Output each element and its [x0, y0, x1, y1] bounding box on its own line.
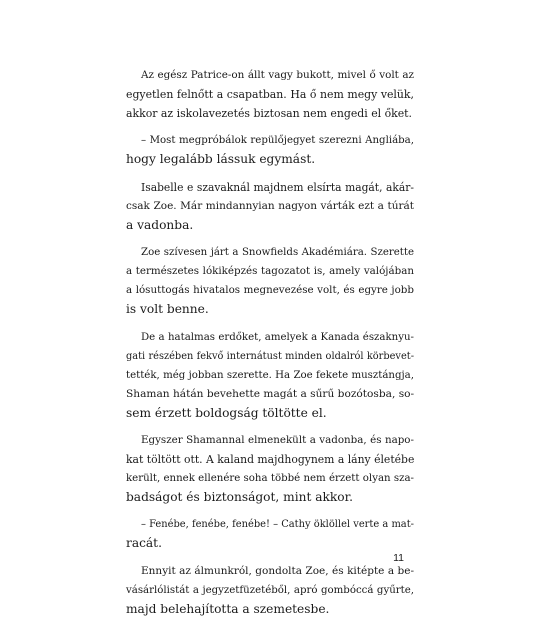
- text-line: a lósuttogás hivatalos megnevezése volt, és egyre jobb: [126, 284, 414, 297]
- page-number: 11: [393, 552, 404, 564]
- text-line: gati részében fekvő internátust minden oldalról körbevet-: [126, 350, 414, 362]
- paragraph: [126, 515, 414, 553]
- text-line: Shaman hátán bevehette magát a sűrű bozótosba, so-: [126, 387, 415, 400]
- text-line: – Fenébe, fenébe, fenébe! – Cathy öklöllel verte a mat-: [141, 519, 414, 531]
- text-line: Isabelle e szavaknál majdnem elsírta magát, akár-: [141, 180, 414, 194]
- text-line: egyetlen felnőtt a csapatban. Ha ő nem megy velük,: [126, 88, 414, 101]
- text-line: tették, még jobban szerette. Ha Zoe fekete musztángja,: [126, 369, 414, 381]
- text-line: csak Zoe. Már mindannyian nagyon várták ezt a túrát: [126, 199, 414, 212]
- paragraph: [126, 243, 414, 319]
- text-line: a vadonba.: [126, 217, 194, 232]
- body-text: [126, 66, 414, 627]
- text-line: Egyszer Shamannal elmenekült a vadonba, és napo-: [141, 433, 414, 446]
- text-line: akkor az iskolavezetés biztosan nem engedi el őket.: [126, 107, 413, 120]
- text-line: hogy legalább lássuk egymást.: [126, 152, 316, 167]
- text-line: kat töltött ott. A kaland majdhogynem a lány életébe: [126, 452, 415, 466]
- text-line: Zoe szívesen járt a Snowfields Akadémiára. Szerette: [141, 247, 414, 259]
- text-line: is volt benne.: [126, 302, 209, 317]
- text-line: a természetes lókiképzés tagozatot is, amely valójában: [126, 265, 414, 278]
- text-line: badságot és biztonságot, mint akkor.: [126, 489, 353, 504]
- text-line: vásárlólistát a jegyzetfüzetéből, apró gombóccá gyűrte,: [126, 584, 414, 596]
- text-line: került, ennek ellenére soha többé nem érzett olyan sza-: [126, 472, 414, 484]
- paragraph: [126, 328, 414, 423]
- paragraph: [126, 131, 414, 169]
- text-line: – Most megpróbálok repülőjegyet szerezni Angliába,: [141, 135, 414, 147]
- paragraph: [126, 178, 414, 235]
- text-line: racát.: [126, 536, 162, 551]
- text-line: majd belehajította a szemetesbe.: [126, 601, 330, 616]
- text-line: sem érzett boldogság töltötte el.: [126, 405, 327, 420]
- paragraph: [126, 562, 414, 619]
- text-line: De a hatalmas erdőket, amelyek a Kanada északnyu-: [141, 331, 414, 343]
- paragraph: [126, 431, 414, 507]
- text-line: Ennyit az álmunkról, gondolta Zoe, és kitépte a be-: [141, 564, 414, 577]
- paragraph: [126, 66, 414, 123]
- text-line: Az egész Patrice-on állt vagy bukott, mivel ő volt az: [141, 69, 414, 81]
